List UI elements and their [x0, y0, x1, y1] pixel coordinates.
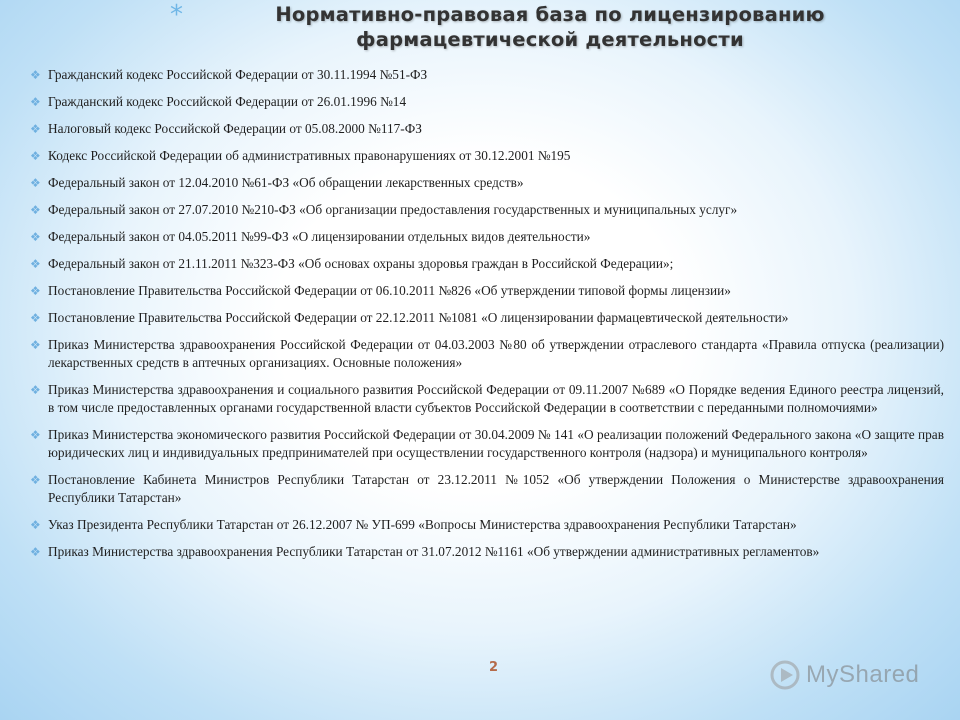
list-item — [30, 228, 944, 246]
list-item-text: Постановление Кабинета Министров Республики Татарстан от 23.12.2011 №1052 «Об утверждении Положения о Министерстве здравоохранения Республики Татарстан» — [48, 472, 944, 505]
diamond-cluster-icon: ❖ — [30, 176, 41, 190]
list-item — [30, 147, 944, 165]
list-item-text: Указ Президента Республики Татарстан от 26.12.2007 № УП-699 «Вопросы Министерства здравоохранения Республики Татарстан» — [48, 517, 797, 532]
play-logo-icon — [770, 660, 802, 690]
diamond-cluster-icon: ❖ — [30, 338, 41, 352]
list-item-text: Гражданский кодекс Российской Федерации от 26.01.1996 №14 — [48, 94, 407, 109]
list-item — [30, 201, 944, 219]
list-item-text: Постановление Правительства Российской Федерации от 06.10.2011 №826 «Об утверждении типовой формы лицензии» — [48, 283, 731, 298]
page-number: 2 — [489, 660, 499, 675]
diamond-cluster-icon: ❖ — [30, 230, 41, 244]
diamond-cluster-icon: ❖ — [30, 257, 41, 271]
list-item-text: Приказ Министерства здравоохранения Республики Татарстан от 31.07.2012 №1161 «Об утверждении административных регламентов» — [48, 544, 820, 559]
title-block — [170, 2, 930, 54]
list-item — [30, 336, 944, 372]
diamond-cluster-icon: ❖ — [30, 122, 41, 136]
list-item — [30, 426, 944, 462]
list-item — [30, 120, 944, 138]
diamond-cluster-icon: ❖ — [30, 149, 41, 163]
diamond-cluster-icon: ❖ — [30, 383, 41, 397]
regulation-list — [30, 66, 944, 570]
title-line-1: Нормативно-правовая база по лицензированию — [275, 3, 825, 26]
list-item — [30, 282, 944, 300]
list-item-text: Федеральный закон от 27.07.2010 №210-ФЗ «Об организации предоставления государственных и муниципальных услуг» — [48, 202, 738, 217]
diamond-cluster-icon: ❖ — [30, 95, 41, 109]
diamond-cluster-icon: ❖ — [30, 68, 41, 82]
diamond-cluster-icon: ❖ — [30, 518, 41, 532]
list-item-text: Федеральный закон от 21.11.2011 №323-ФЗ «Об основах охраны здоровья граждан в Российской Федерации»; — [48, 256, 674, 271]
list-item — [30, 66, 944, 84]
diamond-cluster-icon: ❖ — [30, 203, 41, 217]
list-item-text: Постановление Правительства Российской Федерации от 22.12.2011 №1081 «О лицензировании фармацевтической деятельности» — [48, 310, 789, 325]
list-item-text: Налоговый кодекс Российской Федерации от 05.08.2000 №117-ФЗ — [48, 121, 422, 136]
list-item — [30, 93, 944, 111]
watermark-text: MyShared — [806, 661, 920, 688]
slide-title — [200, 2, 900, 52]
asterisk-icon: * — [170, 0, 183, 30]
list-item — [30, 255, 944, 273]
list-item — [30, 543, 944, 561]
diamond-cluster-icon: ❖ — [30, 473, 41, 487]
list-item — [30, 381, 944, 417]
list-item-text: Приказ Министерства экономического развития Российской Федерации от 30.04.2009 № 141 «О реализации положений Федерального закона «О защите прав юридических лиц и индивидуальных предпринимателей при осуществлении государственного контроля (надзора) и муниципального контроля» — [48, 427, 944, 460]
list-item-text: Федеральный закон от 12.04.2010 №61-ФЗ «Об обращении лекарственных средств» — [48, 175, 524, 190]
list-item — [30, 174, 944, 192]
diamond-cluster-icon: ❖ — [30, 284, 41, 298]
list-item — [30, 309, 944, 327]
list-item-text: Приказ Министерства здравоохранения Российской Федерации от 04.03.2003 №80 об утверждении отраслевого стандарта «Правила отпуска (реализации) лекарственных средств в аптечных организациях. Основные положения» — [48, 337, 944, 370]
diamond-cluster-icon: ❖ — [30, 545, 41, 559]
diamond-cluster-icon: ❖ — [30, 311, 41, 325]
list-item-text: Приказ Министерства здравоохранения и социального развития Российской Федерации от 09.11.2007 №689 «О Порядке ведения Единого реестра лицензий, в том числе предоставленных органами государственной власти субъектов Российской Федерации в соответствии с переданными полномочиями» — [48, 382, 944, 415]
diamond-cluster-icon: ❖ — [30, 428, 41, 442]
watermark-logo — [770, 660, 919, 690]
list-item-text: Федеральный закон от 04.05.2011 №99-ФЗ «О лицензировании отдельных видов деятельности» — [48, 229, 591, 244]
list-item — [30, 471, 944, 507]
list-item-text: Гражданский кодекс Российской Федерации от 30.11.1994 №51-ФЗ — [48, 67, 428, 82]
list-item-text: Кодекс Российской Федерации об административных правонарушениях от 30.12.2001 №195 — [48, 148, 571, 163]
list-item — [30, 516, 944, 534]
title-line-2: фармацевтической деятельности — [356, 28, 744, 51]
